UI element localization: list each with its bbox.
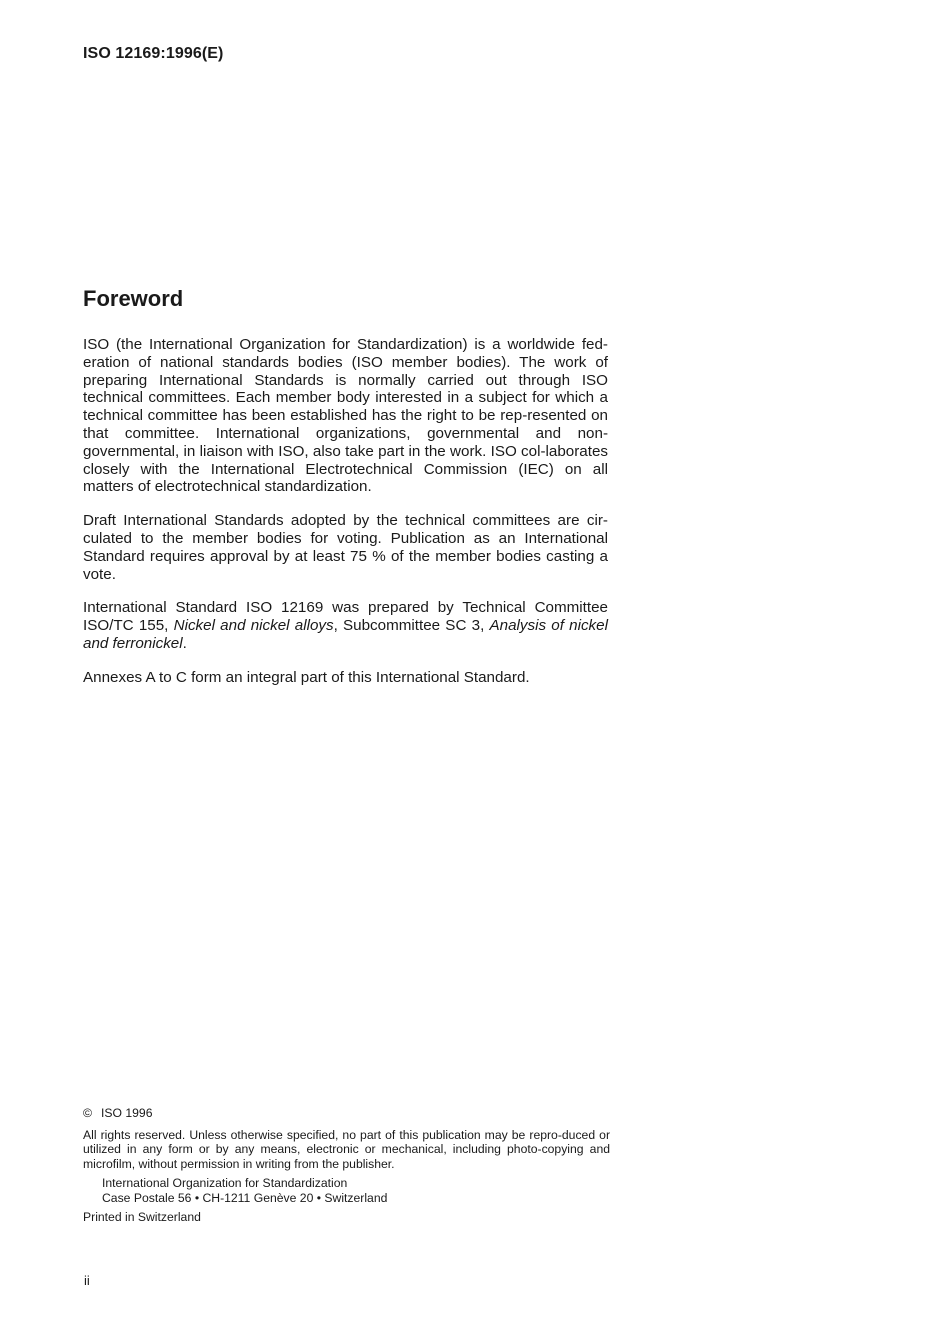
publisher-address (102, 1176, 610, 1205)
document-id-header: ISO 12169:1996(E) (83, 45, 224, 62)
foreword-paragraph-1: ISO (the International Organization for Standardization) is a worldwide fed-eration of national standards bodies (ISO member bodies). The work of preparing International Standards is normally carried out through ISO technical committees. Each member body interested in a subject for which a technical committee has been established has the right to be rep-resented on that committee. International organizations, governmental and non-governmental, in liaison with ISO, also take part in the work. ISO col-laborates closely with the International Electrotechnical Commission (IEC) on all matters of electrotechnical standardization. (83, 336, 608, 496)
foreword-paragraph-4: Annexes A to C form an integral part of this International Standard. (83, 668, 530, 686)
copyright-text: ISO 1996 (100, 1106, 153, 1120)
paragraph-3-text-1: International Standard ISO 12169 was prepared by Technical Committee ISO/TC 155, (83, 599, 608, 635)
page-number: ii (84, 1273, 90, 1288)
copyright-icon: © (83, 1106, 92, 1120)
foreword-paragraph-3 (83, 599, 608, 652)
committee-name: Nickel and nickel alloys (173, 617, 334, 635)
subcommittee-name: Analysis of nickel and ferronickel (83, 617, 608, 652)
foreword-paragraph-2: Draft International Standards adopted by the technical committees are cir-culated to the member bodies for voting. Publication as an International Standard requires approval by at least 75 % of the member bodies casting a vote. (83, 512, 608, 583)
paragraph-3-text-2: , Subcommittee SC 3, (333, 617, 490, 635)
page-title: Foreword (83, 286, 184, 311)
printed-in-note: Printed in Switzerland (83, 1210, 201, 1224)
copyright-footer (83, 1106, 610, 1225)
copyright-line (83, 1106, 610, 1121)
rights-notice: All rights reserved. Unless otherwise specified, no part of this publication may be repro-duced or utilized in any form or by any means, electronic or mechanical, including photo-copying and microfilm, without permission in writing from the publisher. (83, 1127, 610, 1171)
address-line-1: International Organization for Standardization (102, 1176, 348, 1190)
address-line-2: Case Postale 56 • CH-1211 Genève 20 • Switzerland (102, 1190, 388, 1205)
paragraph-3-text-3: . (182, 634, 187, 652)
foreword-body (83, 336, 608, 703)
